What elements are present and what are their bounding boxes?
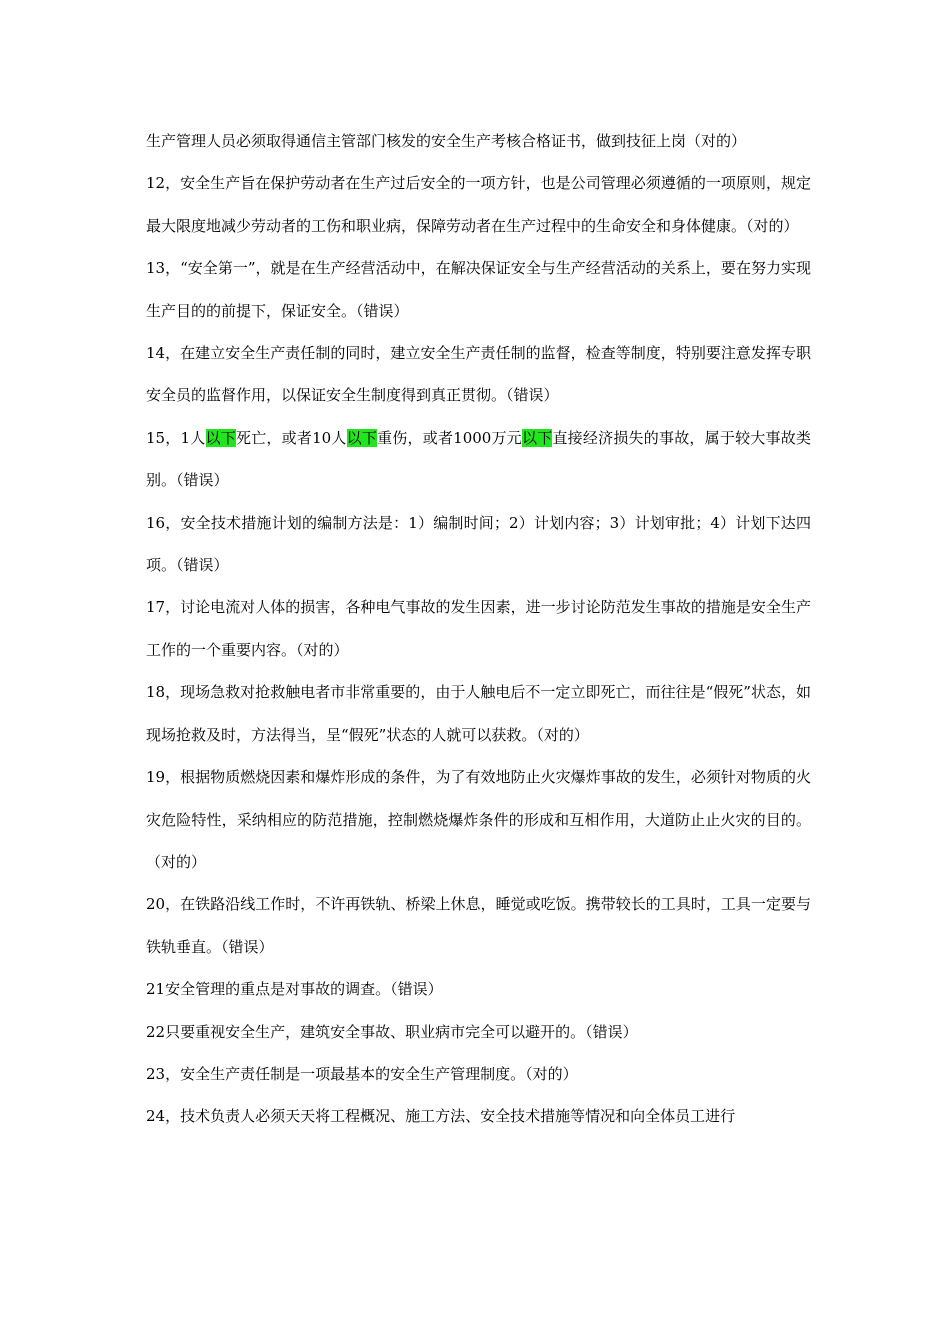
paragraph-1: 生产管理人员必须取得通信主管部门核发的安全生产考核合格证书，做到技征上岗（对的） (146, 132, 747, 150)
paragraph-17: 17，讨论电流对人体的损害，各种电气事故的发生因素，进一步讨论防范发生事故的措施是安全生产工作的一个重要内容。（对的） (146, 598, 811, 659)
paragraph-15-text: 重伤，或者1000万元 (377, 428, 522, 447)
highlighted-text: 以下 (205, 428, 236, 447)
paragraph-22: 22只要重视安全生产，建筑安全事故、职业病市完全可以避开的。（错误） (146, 1022, 638, 1041)
paragraph-15 (146, 417, 811, 502)
highlighted-text: 以下 (346, 428, 378, 447)
paragraph-15-text: 死亡，或者10人 (235, 428, 347, 447)
paragraph-16: 16，安全技术措施计划的编制方法是：1）编制时间；2）计划内容；3）计划审批；4）计划下达四项。（错误） (146, 513, 811, 575)
paragraph-15-text: 直接经济损失的事故，属于较大事故类别。（错误） (146, 428, 811, 490)
paragraph-14: 14，在建立安全生产责任制的同时，建立安全生产责任制的监督，检查等制度，特别要注意发挥专职安全员的监督作用，以保证安全生制度得到真正贯彻。（错误） (146, 344, 811, 405)
paragraph-12: 12，安全生产旨在保护劳动者在生产过后安全的一项方针，也是公司管理必须遵循的一项原则，规定最大限度地减少劳动者的工伤和职业病，保障劳动者在生产过程中的生命安全和身体健康。（对的） (146, 174, 811, 235)
paragraph-23: 23，安全生产责任制是一项最基本的安全生产管理制度。（对的） (146, 1064, 578, 1083)
paragraph-13: 13，“安全第一”，就是在生产经营活动中，在解决保证安全与生产经营活动的关系上，要在努力实现生产目的的前提下，保证安全。（错误） (146, 259, 811, 320)
paragraph-19: 19，根据物质燃烧因素和爆炸形成的条件，为了有效地防止火灾爆炸事故的发生，必须针对物质的火灾危险特性，采纳相应的防范措施，控制燃烧爆炸条件的形成和互相作用，大道防止止火灾的目的。（对的） (146, 768, 811, 871)
paragraph-15-text: 15，1人 (146, 428, 206, 447)
document-page (146, 120, 811, 1138)
paragraph-21: 21安全管理的重点是对事故的调查。（错误） (146, 980, 443, 999)
paragraph-20: 20，在铁路沿线工作时，不许再铁轨、桥梁上休息，睡觉或吃饭。携带较长的工具时，工具一定要与铁轨垂直。（错误） (146, 895, 811, 956)
paragraph-18: 18，现场急救对抢救触电者市非常重要的，由于人触电后不一定立即死亡，而往往是“假死”状态，如现场抢救及时，方法得当，呈“假死”状态的人就可以获救。（对的） (146, 683, 811, 744)
highlighted-text: 以下 (522, 428, 553, 447)
paragraph-24: 24，技术负责人必须天天将工程概况、施工方法、安全技术措施等情况和向全体员工进行 (146, 1107, 736, 1126)
